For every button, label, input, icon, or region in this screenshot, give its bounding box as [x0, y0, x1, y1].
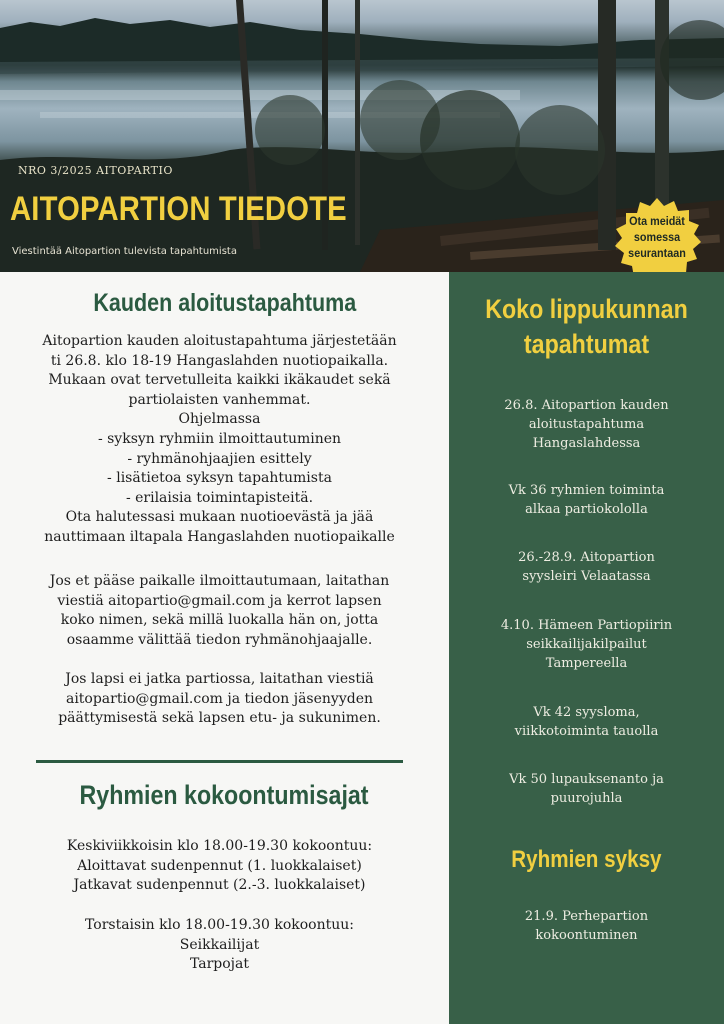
issue-line: NRO 3/2025 AITOPARTIO — [18, 164, 173, 177]
autumn-event-item: 21.9. Perhepartion kokoontuminen — [524, 909, 649, 943]
event-item: Vk 36 ryhmien toiminta alkaa partiokololla — [508, 483, 665, 517]
text-line: Jatkavat sudenpennut (2.-3. luokkalaiset) — [73, 877, 366, 894]
quit-text — [18, 670, 421, 729]
event-item: 26.-28.9. Aitopartion syysleiri Velaatassa — [518, 550, 655, 584]
text-line: Ota halutessasi mukaan nuotioevästä ja jää — [65, 509, 374, 526]
newsletter-title: AITOPARTION TIEDOTE — [10, 190, 347, 228]
text-line: nauttimaan iltapala Hangaslahden nuotiopaikalle — [44, 528, 395, 545]
text-line: päättymisestä sekä lapsen etu- ja sukunimen. — [58, 710, 381, 727]
text-line: Jos lapsi ei jatka partiossa, laitathan viestiä — [65, 671, 374, 687]
text-line: - lisätietoa syksyn tapahtumista — [107, 470, 332, 487]
autumn-title: Ryhmien syksy — [511, 846, 662, 873]
kickoff-text — [18, 332, 421, 548]
text-line: Keskiviikkoisin klo 18.00-19.30 kokoontuu: — [66, 838, 373, 854]
events-title: Koko lippukunnan tapahtumat — [485, 294, 688, 359]
text-line: - ryhmänohjaajien esittely — [127, 450, 312, 467]
newsletter-subtitle: Viestintää Aitopartion tulevista tapahtumista — [12, 246, 237, 257]
text-line: partiolaisten vanhemmat. — [128, 391, 311, 408]
event-item: Vk 50 lupauksenanto ja puurojuhla — [509, 772, 664, 806]
text-line: Jos et pääse paikalle ilmoittautumaan, laitathan — [49, 573, 390, 589]
text-line: Ohjelmassa — [178, 411, 261, 428]
text-line: Seikkailijat — [179, 936, 260, 953]
event-item: 26.8. Aitopartion kauden aloitustapahtuma Hangaslahdessa — [504, 398, 669, 451]
kickoff-title: Kauden aloitustapahtuma — [93, 289, 356, 317]
text-line: viestiä aitopartio@gmail.com ja kerrot lapsen — [57, 592, 382, 609]
text-line: Aitopartion kauden aloitustapahtuma järjestetään — [42, 333, 397, 349]
meetings-title: Ryhmien kokoontumisajat — [79, 780, 370, 810]
text-line: Tarpojat — [190, 956, 249, 973]
thursday-text — [18, 916, 421, 975]
text-line: Mukaan ovat tervetulleita kaikki ikäkaudet sekä — [48, 372, 391, 389]
section-divider — [36, 760, 403, 763]
header-banner — [0, 0, 724, 272]
event-item: Vk 42 syysloma, viikkotoiminta tauolla — [514, 705, 659, 739]
wednesday-text — [18, 837, 421, 896]
signup-text — [18, 572, 421, 650]
text-line: Aloittavat sudenpennut (1. luokkalaiset) — [77, 857, 362, 874]
badge-line-1: Ota meidät — [629, 214, 685, 228]
social-media-badge — [612, 196, 702, 272]
text-line: - erilaisia toimintapisteitä. — [125, 489, 314, 506]
text-line: osaamme välittää tiedon ryhmänohjaajalle. — [66, 631, 373, 648]
badge-line-2: somessa — [633, 230, 681, 244]
text-line: koko nimen, sekä millä luokalla hän on, jotta — [60, 612, 379, 629]
text-line: aitopartio@gmail.com ja tiedon jäsenyyden — [65, 690, 374, 707]
left-column — [0, 272, 449, 1024]
badge-line-3: seurantaan — [628, 246, 686, 260]
event-item: 4.10. Hämeen Partiopiirin seikkailijakilpailut Tampereella — [500, 618, 673, 671]
text-line: Torstaisin klo 18.00-19.30 kokoontuu: — [85, 917, 354, 933]
text-line: ti 26.8. klo 18-19 Hangaslahden nuotiopaikalla. — [50, 352, 389, 369]
text-line: - syksyn ryhmiin ilmoittautuminen — [97, 430, 342, 447]
right-column — [449, 272, 724, 1024]
